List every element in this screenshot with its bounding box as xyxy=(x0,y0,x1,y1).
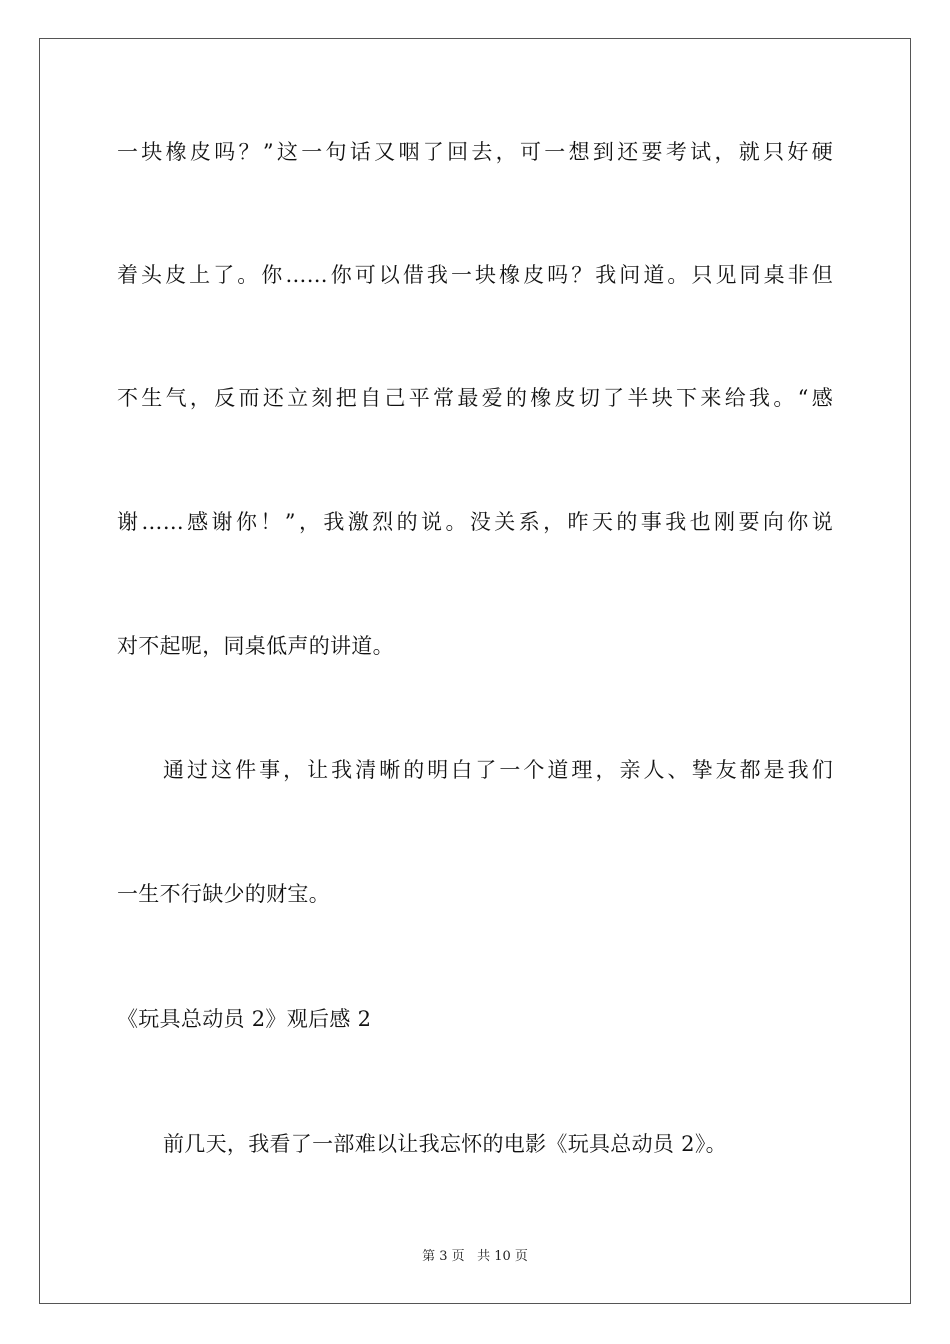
paragraph-line: 一块橡皮吗？”这一句话又咽了回去，可一想到还要考试，就只好硬 xyxy=(117,140,833,164)
page-number: 第 3 页 xyxy=(422,1249,465,1264)
paragraph-line: 着头皮上了。你……你可以借我一块橡皮吗？我问道。只见同桌非但 xyxy=(117,263,833,287)
paragraph-line: 前几天，我看了一部难以让我忘怀的电影《玩具总动员 2》。 xyxy=(163,1132,727,1156)
section-heading: 《玩具总动员 2》观后感 2 xyxy=(117,1007,372,1031)
page-footer xyxy=(0,1248,950,1266)
paragraph-line: 通过这件事，让我清晰的明白了一个道理，亲人、挚友都是我们 xyxy=(163,758,833,782)
page-border xyxy=(39,38,911,1304)
paragraph-line: 不生气，反而还立刻把自己平常最爱的橡皮切了半块下来给我。“感 xyxy=(117,386,833,410)
paragraph-line: 一生不行缺少的财宝。 xyxy=(117,882,330,906)
paragraph-line: 谢……感谢你！”，我激烈的说。没关系，昨天的事我也刚要向你说 xyxy=(117,510,833,534)
paragraph-line: 对不起呢，同桌低声的讲道。 xyxy=(117,634,394,658)
page-count: 共 10 页 xyxy=(477,1249,528,1264)
